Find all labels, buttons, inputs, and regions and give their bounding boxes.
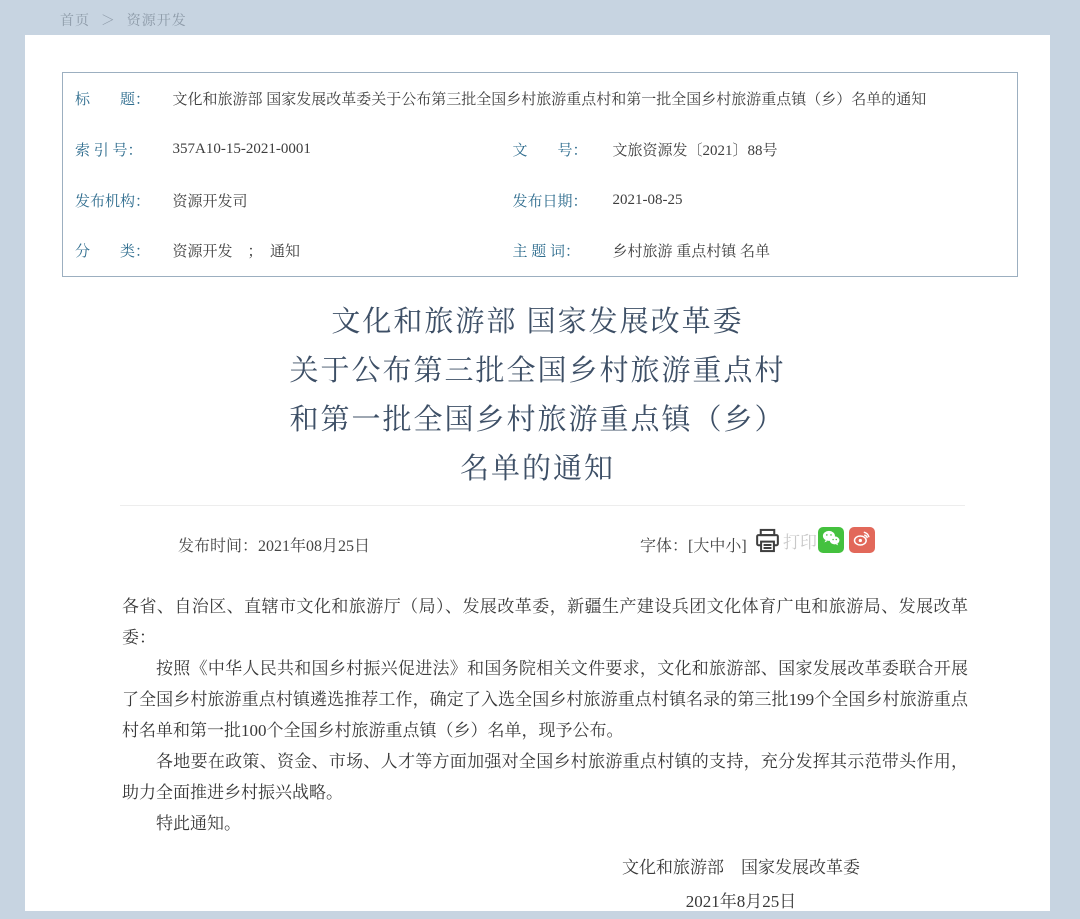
meta-label-title: 标 题： bbox=[75, 91, 151, 108]
wechat-icon bbox=[821, 528, 841, 553]
breadcrumb-separator: ＞ bbox=[100, 12, 116, 28]
meta-row-title bbox=[63, 73, 1018, 124]
printer-icon bbox=[754, 527, 781, 554]
meta-label-index: 索 引 号： bbox=[75, 142, 143, 159]
document-body bbox=[122, 591, 968, 839]
document-title-line: 文化和旅游部 国家发展改革委 bbox=[331, 306, 744, 338]
meta-value-agency: 资源开发司 bbox=[172, 193, 248, 210]
document-panel bbox=[25, 35, 1050, 911]
publish-bar bbox=[25, 523, 1050, 567]
paragraph-body: 按照《中华人民共和国乡村振兴促进法》和国务院相关文件要求，文化和旅游部、国家发展改革委联合开展了全国乡村旅游重点村镇遴选推荐工作，确定了入选全国乡村旅游重点村镇名录的第三批199个全国乡村旅游重点村名单和第一批100个全国乡村旅游重点镇（乡）名单，现予公布。 bbox=[122, 659, 968, 740]
meta-label-agency: 发布机构： bbox=[75, 193, 151, 210]
document-title-line: 和第一批全国乡村旅游重点镇（乡） bbox=[289, 404, 786, 436]
font-size-selector[interactable]: 字体：[大中小] bbox=[640, 538, 747, 555]
signature-date: 2021年8月25日 bbox=[685, 892, 797, 911]
signature-block bbox=[622, 851, 860, 919]
divider-line bbox=[120, 505, 965, 506]
document-title-line: 名单的通知 bbox=[459, 453, 615, 485]
meta-table bbox=[62, 72, 1018, 277]
document-title bbox=[25, 298, 1050, 494]
print-button-label: 打印 bbox=[783, 532, 817, 552]
meta-label-subject: 主 题 词： bbox=[512, 244, 581, 261]
meta-row-agency bbox=[63, 175, 1018, 226]
publish-time: 发布时间：2021年08月25日 bbox=[178, 538, 371, 555]
wechat-share-button[interactable] bbox=[818, 527, 844, 553]
meta-row-category bbox=[63, 226, 1018, 277]
breadcrumb bbox=[60, 10, 193, 30]
signature-name: 文化和旅游部 国家发展改革委 bbox=[622, 858, 860, 877]
meta-value-index: 357A10-15-2021-0001 bbox=[172, 140, 311, 157]
breadcrumb-current[interactable]: 资源开发 bbox=[126, 12, 187, 28]
breadcrumb-home[interactable]: 首页 bbox=[60, 12, 90, 28]
paragraph-salutation: 各省、自治区、直辖市文化和旅游厅（局）、发展改革委，新疆生产建设兵团文化体育广电和旅游局、发展改革委： bbox=[122, 597, 968, 647]
print-button[interactable] bbox=[754, 525, 817, 555]
meta-value-subject: 乡村旅游 重点村镇 名单 bbox=[612, 244, 771, 261]
meta-label-doc-number: 文 号： bbox=[512, 142, 588, 159]
meta-label-pub-date: 发布日期： bbox=[512, 193, 588, 210]
meta-value-doc-number: 文旅资源发〔2021〕88号 bbox=[612, 142, 778, 159]
weibo-icon bbox=[852, 528, 872, 553]
meta-value-title: 文化和旅游部 国家发展改革委关于公布第三批全国乡村旅游重点村和第一批全国乡村旅游重点镇（乡）名单的通知 bbox=[172, 91, 927, 108]
meta-value-category: 资源开发 ； 通知 bbox=[172, 244, 301, 261]
meta-label-category: 分 类： bbox=[75, 244, 151, 261]
paragraph-closing: 特此通知。 bbox=[156, 814, 241, 833]
document-title-line: 关于公布第三批全国乡村旅游重点村 bbox=[289, 355, 786, 387]
meta-value-pub-date: 2021-08-25 bbox=[612, 191, 683, 208]
meta-row-index bbox=[63, 124, 1018, 175]
paragraph-body: 各地要在政策、资金、市场、人才等方面加强对全国乡村旅游重点村镇的支持，充分发挥其示范带头作用，助力全面推进乡村振兴战略。 bbox=[122, 752, 968, 802]
weibo-share-button[interactable] bbox=[849, 527, 875, 553]
